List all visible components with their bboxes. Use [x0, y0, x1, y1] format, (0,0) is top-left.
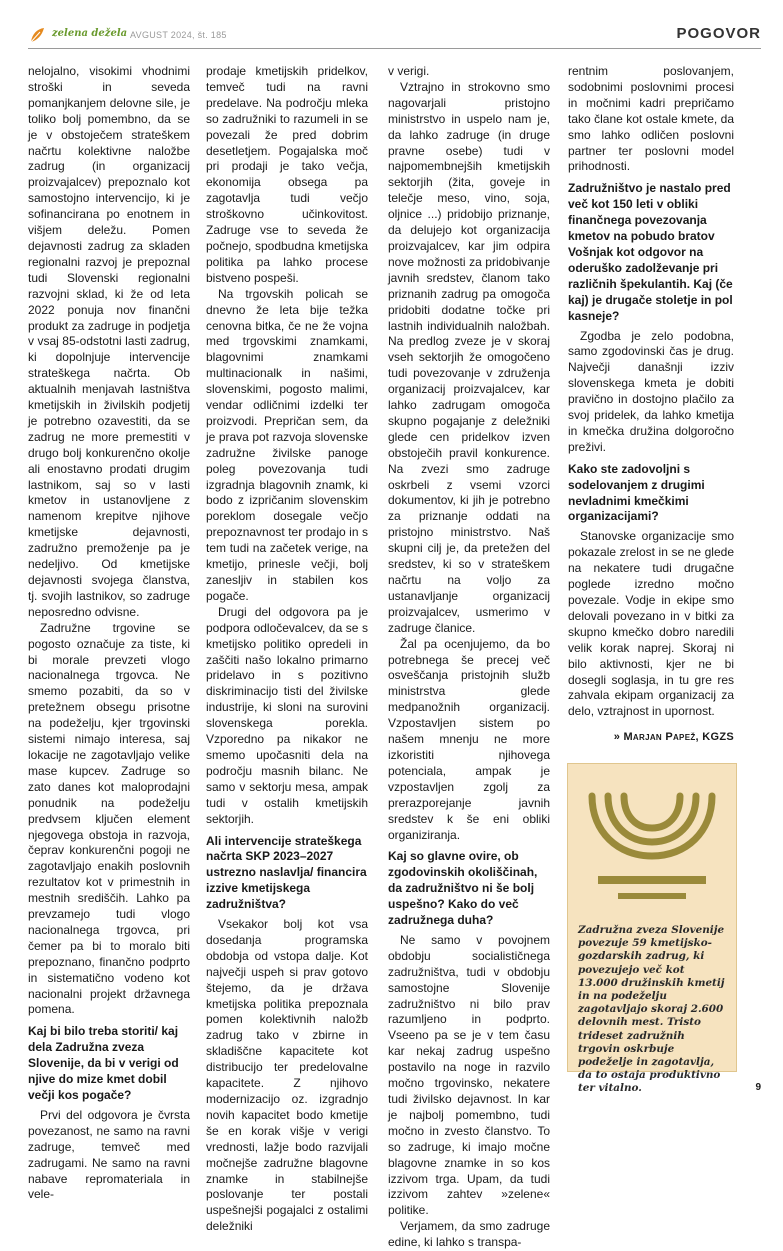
paragraph: Na trgovskih policah se dnevno že leta bije težka cenovna bitka, če ne že vojna med trgovskimi znamkami, blagovnimi znamkami multinacionalk in našimi, slovenskimi, pogosto malimi, vendar odličnimi izdelki ter proizvodi. Prepričan sem, da je prava pot razvoja slovenske zadružne živilske panoge poleg povezovanja tudi izgradnja blagovnih znamk, ki bodo z izpričanim slovenskim poreklom dosegale večjo prepoznavnost ter prodajo in s tem tudi na začetek verige, na kmetijo, prinesle večji, bolj zanesljiv in stabilen kos pogače. [206, 286, 368, 603]
column-3 [388, 64, 550, 1250]
leaf-logo-icon [28, 26, 46, 44]
magazine-logo: zelena dežela [52, 28, 128, 39]
paragraph: rentnim poslovanjem, sodobnimi poslovnimi procesi in močnimi kadri prepričamo tako člane kot ostale kmete, da smo lahko odličen poslovni partner ter poslovni model prihodnosti. [568, 64, 734, 174]
column-1 [28, 64, 190, 1202]
info-box [567, 763, 737, 1095]
section-title: POGOVOR [676, 25, 761, 42]
interview-question: Ali intervencije strateškega načrta SKP 2023–2027 ustrezno naslavlja/ financira izzive kmetijskega zadružništva? [206, 833, 367, 912]
page-header [28, 24, 761, 49]
paragraph: v verigi. [388, 64, 430, 78]
paragraph: Vsekakor bolj kot vsa dosedanja programska obdobja od vstopa dalje. Kot največji uspeh si prav gotovo štejemo, da je država kmetijska politika prepoznala pomen kolektivnih naložb zadrug tako v zbirne in skladiščne kapacitete kot distribucijo ter predelovalne kapacitete. Z njihovo modernizacijo oz. izgradnjo novih kapacitet bodo kmetije še en korak višje v verigi vrednosti, lažje bodo razvijali močnejše zadružne blagovne znamke in stabilnejše poslovanje ter postali uspešnejši pogajalci z ostalimi deležniki [206, 917, 368, 1234]
author-name: Marjan Papež, KGZS [623, 731, 734, 744]
cooperative-union-emblem-icon [578, 772, 726, 912]
author-marker: » [613, 731, 624, 744]
paragraph: prodaje kmetijskih pridelkov, temveč tudi na ravni predelave. Na področju mleka so zadružniki to razumeli in se povezali že pred dobrim desetletjem. Pogajalska moč pri prodaji je tako večja, ekonomija obsega pa zagotavlja tudi večjo stroškovno učinkovitost. Zadruge vse to seveda že počnejo, spodbudna kmetijska politika pa lahko procese bistveno pospeši. [206, 64, 368, 285]
paragraph: nelojalno, visokimi vhodnimi stroški in seveda pomanjkanjem delovne sile, je toliko bolj pomembno, da se je v obstoječem strateškem načrtu kolektivne naložbe zadrug (in organizacij proizvajalcev) prepoznalo kot samostojno intervencijo, ki je sofinancirana po enotnem in višjem deležu. Pomen dejavnosti zadrug za skladen regionalni razvoj je prepoznal tudi Slovenski regionalni razvojni sklad, ki že od leta 2022 ponuja nov finančni produkt za zadruge in podjetja v vsaj 85-odstotni lasti zadrug, ki dopolnjuje intervencije strateškega načrta. Ob aktualnih menjavah lastništva kmetijskih in živilskih podjetij je potrebno ozavestiti, da se zadrug ne more premestiti v drugo bolj konkurenčno okolje ali enostavno prodati drugim lastnikom, saj so v lasti kmetov in ustanovljene z namenom krepitve njihove kmetijske dejavnosti, zadružno premoženje pa je nedeljivo. Od kmetijske dejavnosti svojega članstva, tj. svojih lastnikov, so zadruge neposredno odvisne. [28, 64, 190, 619]
interview-question: Kaj bi bilo treba storiti/ kaj dela Zadružna zveza Slovenije, da bi v verigi od njive do mize kmet dobil večji kos pogače? [28, 1024, 179, 1102]
paragraph: Drugi del odgovora pa je podpora odločevalcev, da se s kmetijsko politiko opredeli in zaščiti našo lokalno primarno pridelavo in s pozitivno diskriminacijo tisti del živilske industrije, ki sloni na surovini slovenskega porekla. Vzporedno pa nikakor ne smemo upočasniti dela na področju masnih bilanc. Ne samo v sektorju mesa, ampak tudi v ostalih kmetijskih sektorjih. [206, 604, 368, 826]
paragraph: Vztrajno in strokovno smo nagovarjali pristojno ministrstvo in uspelo nam je, da lahko zadruge (in druge pravne osebe) tudi v najpomembnejših kmetijskih sektorjih (žita, goveje in telečje meso, vino, soja, oljnice ...) pridobijo priznanje, da delujejo kot organizacija proizvajalcev, kar jim odpira nove možnosti za pridobivanje javnih sredstev, članom tako priznanih zadrug pa omogoča pridobiti dodatne točke pri lastnih individualnih naložbah. Na predlog zveze je v skoraj vseh sektorjih že omogočeno tudi povezovanje v združenja organizacij proizvajalcev, kar lahko zadrugam omogoča skupno pogajanje z deležniki glede cen pridelkov izven obstoječih pravil konkurence. Na zvezi smo zadruge oskrbeli z vsemi vzorci dokumentov, ki jih je potrebno za priznanje oddati na pristojno ministrstvo. Naš skupni cilj je, da pretežen del sredstev, ki so v strateškem načrtu na voljo za ustanavljanje organizacij proizvajalcev, usmerimo v zadruge članice. [388, 79, 550, 635]
paragraph: Verjamem, da smo zadruge edine, ki lahko s transpa- [388, 1219, 550, 1250]
paragraph: Ne samo v povojnem obdobju socialističnega zadružništva, tudi v obdobju samostojne Slovenije zadružništvo ni bilo prav razumljeno in podprto. Vseeno pa se je v tem času kar nekaj zadrug uspešno postavilo na noge in razvilo močno trgovinsko, nekatere tudi živilsko dejavnost. In kar je najbolj pomembno, tudi močno in zvesto članstvo. To so zadruge, ki imajo močne blagovne znamke in so kos izzivom trga. Upam, da tudi izzivom zahtev »zelene« politike. [388, 932, 550, 1218]
info-box-text: Zadružna zveza Slovenije povezuje 59 kmetijsko-gozdarskih zadrug, ki povezujejo več kot 13.000 družinskih kmetij in na podeželju zagotavljajo skoraj 2.600 delovnih mest. Tristo trideset zadružnih trgovin oskrbuje podeželje in zagotavlja, da to ostaja produktivno ter vitalno. [578, 924, 725, 1095]
paragraph: Zadružne trgovine se pogosto označuje za tiste, ki bi morale prevzeti vlogo nacionalnega trgovca. Ne smemo pozabiti, da so v pretežnem obsegu prisotne na podeželju, kjer trgovinski sistemi nimajo interesa, saj lokacije ne zagotavljajo velike mase kupcev. Zadruge so zato danes kot maloprodajni ponudnik na podeželju predvsem ključen element njegovega obstoja in razvoja, čeprav konkurenčni pogoji ne zagotavljajo enakih poslovnih rezultatov kot v primestnih in mestnih središčih. Lahko pa prevzamejo tudi vlogo nacionalnega trgovca, pri čemer pa bi to moralo biti prepoznano, finančno podprto in sistematično vodeno kot nacionalni projekt državnega pomena. [28, 620, 190, 1017]
column-4 [568, 64, 734, 744]
author-credit [568, 730, 734, 746]
interview-question: Kaj so glavne ovire, ob zgodovinskih okoliščinah, da zadružništvo ni še bolj uspešno? Kako do več zadružnega duha? [388, 849, 538, 928]
page-number: 9 [755, 1082, 761, 1093]
paragraph: Stanovske organizacije smo pokazale zrelost in se ne glede na nekatere tudi drugačne poglede izredno močno povezale. Vodje in ekipe smo delovali povezano in v bitki za skupno kmečko dobro naredili velik korak naprej. Skoraj ni bilo aktivnosti, kjer ne bi dosegli soglasja, in tu gre res zahvala ekipam organizacij za delo, vztrajnost in upornost. [568, 529, 734, 719]
paragraph: Zgodba je zelo podobna, samo zgodovinski čas je drug. Največji današnji izziv slovenskega kmeta je dobiti pravično in dostojno plačilo za svoj pridelek, da lahko kmetija in kmečka družina dolgoročno preživi. [568, 328, 734, 454]
interview-question: Kako ste zadovoljni s sodelovanjem z drugimi nevladnimi kmečkimi organizacijami? [568, 461, 705, 524]
paragraph: Žal pa ocenjujemo, da bo potrebnega še precej več osveščanja pristojnih služb ministrstva glede medpanožnih organizacij. Vzpostavljen sistem po našem mnenju ne more izkoristiti njihovega potenciala, ampak je vzpostavljen zgolj za prerazporejanje javnih sredstev k še eni obliki organiziranja. [388, 636, 550, 842]
column-2 [206, 64, 368, 1234]
issue-label: AVGUST 2024, št. 185 [130, 30, 227, 40]
interview-question: Zadružništvo je nastalo pred več kot 150 leti v obliki finančnega povezovanja kmetov na pobudo bratov Vošnjak kot odgovor na oderuško zadolževanje pri različnih špekulantih. Kaj (če kaj) je drugače stoletje in pol kasneje? [568, 181, 733, 323]
paragraph: Prvi del odgovora je čvrsta povezanost, ne samo na ravni zadruge, temveč med zadrugami. Ne samo na ravni nabave repromateriala in vele- [28, 1107, 190, 1202]
